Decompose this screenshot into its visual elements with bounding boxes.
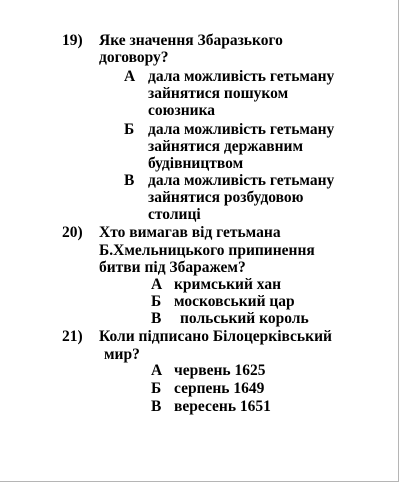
option-text-line: вересень 1651 (174, 398, 271, 415)
option-text-line: московський цар (174, 293, 295, 310)
option-letter: В (124, 172, 135, 189)
question-number: 20) (62, 224, 83, 241)
option-text-line: дала можливість гетьману (148, 68, 335, 85)
option-text-line: польський король (180, 310, 309, 327)
option-letter: А (151, 276, 163, 293)
option-text-line: союзника (148, 102, 216, 119)
option-letter: Б (151, 380, 162, 397)
option-text-line: будівництвом (148, 155, 244, 172)
question-text-line: Хто вимагав від гетьмана (99, 224, 281, 241)
option-text-line: зайнятися державним (148, 138, 304, 155)
option-text-line: дала можливість гетьману (148, 172, 335, 189)
option-letter: В (151, 310, 162, 327)
question-text-line: договору? (99, 49, 169, 66)
option-letter: В (151, 398, 162, 415)
option-text-line: зайнятися розбудовою (148, 189, 304, 206)
option-text-line: столиці (148, 206, 201, 223)
question-text-line: Б.Хмельницького припинення (99, 242, 315, 259)
option-letter: Б (124, 121, 135, 138)
question-text-line: Яке значення Збаразького (99, 32, 283, 49)
question-number: 19) (62, 32, 83, 49)
question-text-line: Коли підписано Білоцерківський (99, 328, 332, 345)
question-number: 21) (62, 328, 83, 345)
question-text-line: битви під Збаражем? (99, 259, 246, 276)
option-text-line: червень 1625 (174, 362, 266, 379)
option-letter: Б (151, 293, 162, 310)
option-text-line: дала можливість гетьману (148, 121, 335, 138)
option-text-line: зайнятися пошуком (148, 85, 289, 102)
option-text-line: серпень 1649 (174, 380, 265, 397)
option-letter: А (124, 68, 136, 85)
option-letter: А (151, 362, 163, 379)
option-text-line: кримський хан (174, 276, 282, 293)
question-text-line: мир? (104, 346, 140, 363)
